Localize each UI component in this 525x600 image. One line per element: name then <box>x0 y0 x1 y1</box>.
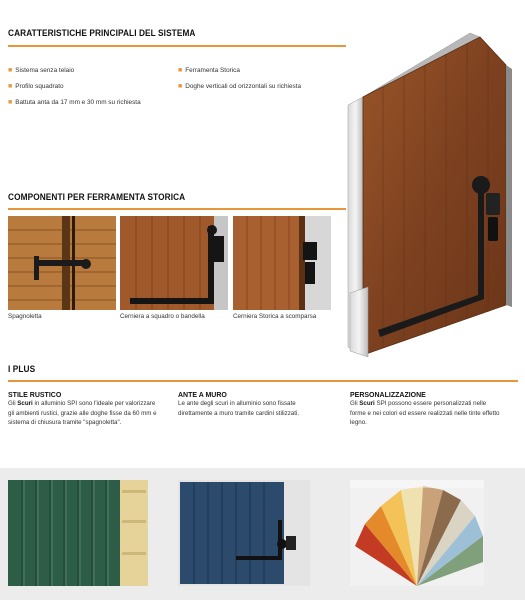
bullet-icon: ■ <box>8 67 13 74</box>
spagnoletta-caption: Spagnoletta <box>8 313 42 320</box>
plus-text: Gli Scuri SPI possono essere personalizzati nelle forme e nei colori ed essere realizzati nelle tinte effetto legno. <box>350 400 500 426</box>
list-item: ■ Battuta anta da 17 mm e 30 mm su richiesta <box>8 99 141 106</box>
shutter-illustration <box>338 25 520 363</box>
bullet-icon: ■ <box>8 99 13 106</box>
main-features-title: CARATTERISTICHE PRINCIPALI DEL SISTEMA <box>8 28 196 38</box>
cerniera-storica-photo <box>233 216 331 310</box>
color-fan-photo <box>350 480 484 586</box>
main-features-rule <box>8 45 346 47</box>
plus-text: Le ante degli scuri in alluminio sono fissate direttamente a muro tramite cardini stilizzati. <box>178 400 300 417</box>
cerniera-squadro-caption: Cerniera a squadro o bandella <box>120 313 205 320</box>
bullet-icon: ■ <box>178 67 183 74</box>
bullet-icon: ■ <box>8 83 13 90</box>
bullet-icon: ■ <box>178 83 183 90</box>
plus-rule <box>8 380 518 382</box>
list-item: ■ Sistema senza telaio <box>8 67 75 74</box>
cerniera-storica-caption: Cerniera Storica a scomparsa <box>233 313 317 320</box>
plus-title: I PLUS <box>8 364 36 374</box>
plus-heading: ANTE A MURO <box>178 392 227 399</box>
components-title: COMPONENTI PER FERRAMENTA STORICA <box>8 192 186 202</box>
plus-heading: STILE RUSTICO <box>8 392 62 399</box>
plus-column-muro <box>178 392 328 418</box>
plus-text: Gli Scuri in alluminio SPI sono l'ideale per valorizzare gli ambienti rustici, grazie alle doghe fisse da 60 mm e sistema di chiusura tramite "spagnoletta". <box>8 400 157 426</box>
cerniera-squadro-photo <box>120 216 228 310</box>
features-list-col2 <box>178 66 301 98</box>
plus-column-personalizzazione <box>350 392 500 428</box>
list-item: ■ Ferramenta Storica <box>178 67 240 74</box>
green-shutter-photo <box>8 480 148 586</box>
list-item: ■ Doghe verticali od orizzontali su richiesta <box>178 83 302 90</box>
plus-column-rustico <box>8 392 158 428</box>
spagnoletta-photo <box>8 216 116 310</box>
components-rule <box>8 208 346 210</box>
plus-heading: PERSONALIZZAZIONE <box>350 392 426 399</box>
blue-shutter-photo <box>178 480 310 586</box>
features-list-col1 <box>8 66 141 114</box>
list-item: ■ Profilo squadrato <box>8 83 64 90</box>
